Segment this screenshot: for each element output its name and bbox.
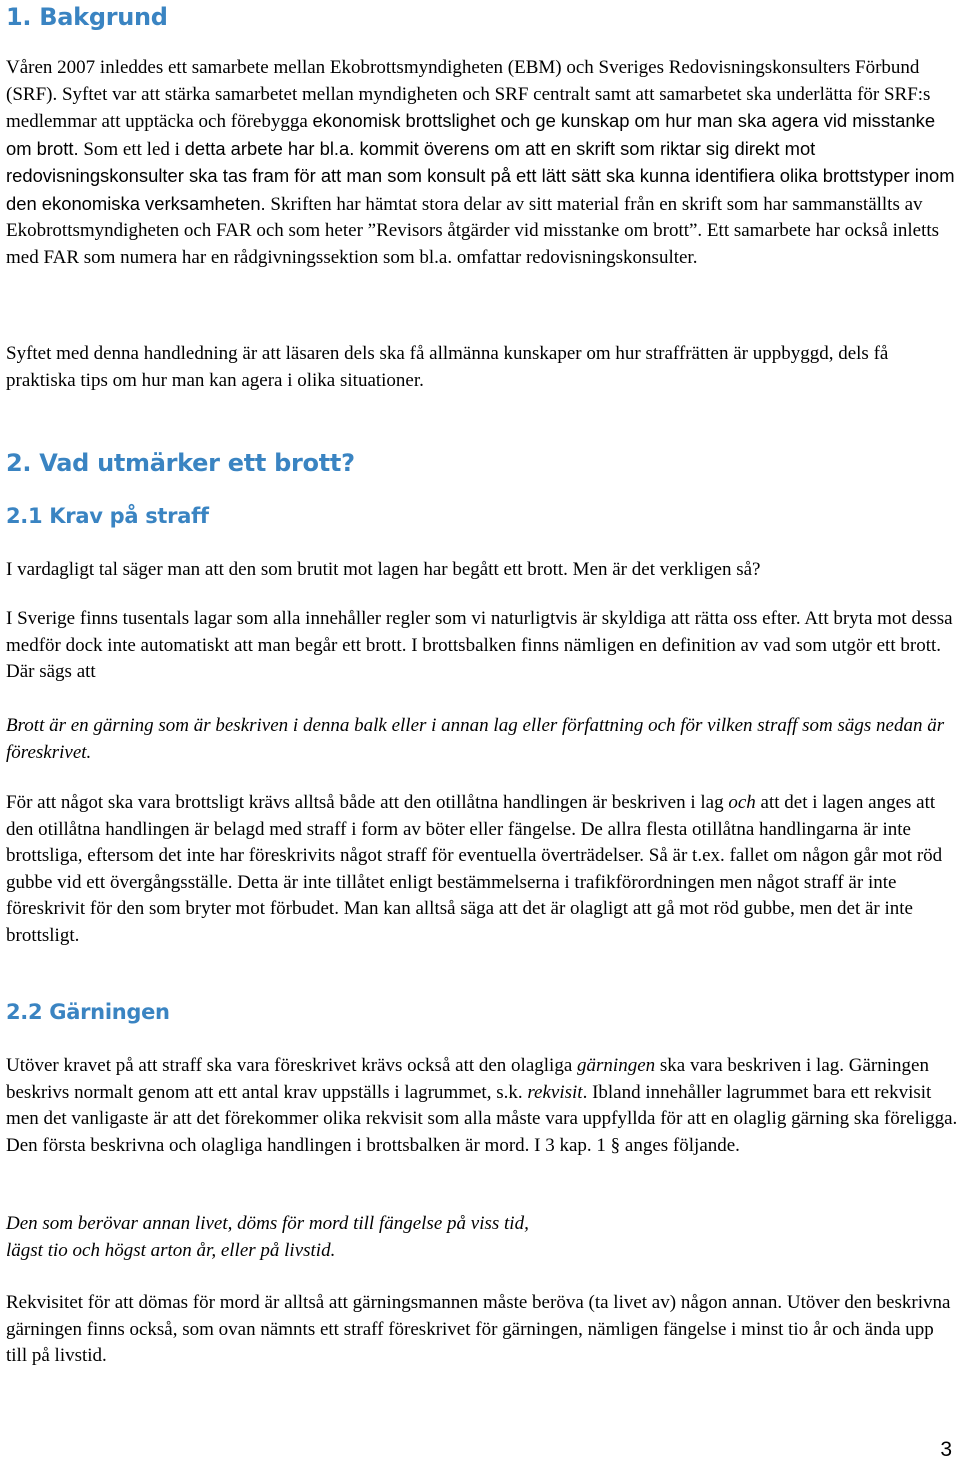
paragraph-rekvisit-mord: Rekvisitet för att dömas för mord är alltså att gärningsmannen måste beröva (ta livet av) någon annan. Utöver den beskrivna gärningen finns också, som ovan nämnts ett straff föreskrivet för gärningen, nämligen fängelse i minst tio år och ända upp till på livstid. [6, 1292, 951, 1366]
emphasis-rekvisit: rekvisit [527, 1081, 583, 1103]
text-run-sans: ekonomisk brottslighet och ge kunskap om hur man ska agera vid misstanke om brott. [6, 110, 936, 159]
emphasis-och: och [728, 792, 756, 813]
paragraph-purpose: Syftet med denna handledning är att läsaren dels ska få allmänna kunskaper om hur straffrätten är uppbyggd, dels få praktiska tips om hur man kan agera i olika situationer. [6, 343, 889, 391]
paragraph-everyday-speech: I vardagligt tal säger man att den som brutit mot lagen har begått ett brott. Men är det verkligen så? [6, 559, 761, 580]
paragraph-laws: I Sverige finns tusentals lagar som alla innehåller regler som vi naturligtvis är skyldiga att rätta oss efter. Att bryta mot dessa medför dock inte automatiskt att man begår ett brott. I brottsbalken finns nämligen en definition av vad som utgör ett brott. Där sägs att [6, 608, 953, 682]
section-heading-vad-utmarker: 2. Vad utmärker ett brott? [6, 449, 355, 477]
quote-line: Den som berövar annan livet, döms för mord till fängelse på viss tid, [6, 1213, 529, 1234]
paragraph-criminal-requirements [6, 790, 958, 949]
text-run: ska vara beskriven i lag. Gärningen beskrivs normalt genom att ett antal krav uppställs i lagrummet, s.k. [6, 1055, 929, 1103]
text-run: Som ett led i [78, 138, 180, 160]
subsection-heading-krav-pa-straff: 2.1 Krav på straff [6, 504, 209, 528]
quote-line: lägst tio och högst arton år, eller på livstid. [6, 1239, 336, 1261]
quote-brott-definition: Brott är en gärning som är beskriven i denna balk eller i annan lag eller författning och för vilken straff som sägs nedan är föreskrivet. [6, 715, 945, 763]
text-run: Våren 2007 inleddes ett samarbete mellan Ekobrottsmyndigheten (EBM) och Sveriges Redovisningskonsulters Förbund (SRF). Syftet var att stärka samarbetet mellan myndigheten och SRF centralt samt att samarbetet ska underlätta för SRF:s medlemmar att upptäcka och förebygga [6, 57, 931, 132]
text-run: Skriften har hämtat stora delar av sitt material från en skrift som har sammanställts av Ekobrottsmyndigheten och FAR och som heter ”Revisors åtgärder vid misstanke om brott”. Ett samarbete har också inletts med FAR som numera har en rådgivningssektion som bl.a. omfattar redovisningskonsulter. [6, 193, 940, 268]
emphasis-garningen: gärningen [577, 1055, 656, 1076]
text-run: . Ibland innehåller lagrummet bara ett rekvisit men det vanligaste är att det förekommer olika rekvisit som alla måste vara uppfyllda för att en olaglig gärning ska föreligga. Den första beskrivna och olagliga handlingen i brottsbalken är mord. I 3 kap. 1 § anges följande. [6, 1081, 958, 1156]
text-run: Utöver kravet på att straff ska vara föreskrivet krävs också att den olagliga [6, 1055, 578, 1076]
quote-mord [6, 1211, 958, 1264]
paragraph-background [6, 55, 958, 271]
text-run: För att något ska vara brottsligt krävs alltså både att den otillåtna handlingen är beskriven i lag [6, 792, 729, 813]
section-heading-bakgrund: 1. Bakgrund [6, 3, 168, 31]
text-run: att det i lagen anges att den otillåtna handlingen är belagd med straff i form av böter eller fängelse. De allra flesta otillåtna handlingarna är inte brottsliga, eftersom det inte har föreskrivits något straff för eventuella överträdelser. Så är t.ex. fallet om någon går mot röd gubbe vid ett övergångsställe. Detta är inte tillåtet enligt bestämmelserna i trafikförordningen men något straff är inte föreskrivit för den som bryter mot förbudet. Man kan alltså säga att det är olagligt att gå mot röd gubbe, men det är inte brottsligt. [6, 792, 943, 946]
paragraph-garningen [6, 1053, 958, 1159]
page-number: 3 [940, 1438, 952, 1461]
text-run-sans: detta arbete har bl.a. kommit överens om att en skrift som riktar sig direkt mot redovisningskonsulter ska tas fram för att man som konsult på ett lätt sätt ska kunna identifiera olika brottstyper inom den ekonomiska verksamheten. [6, 137, 955, 214]
subsection-heading-garningen: 2.2 Gärningen [6, 1000, 170, 1024]
